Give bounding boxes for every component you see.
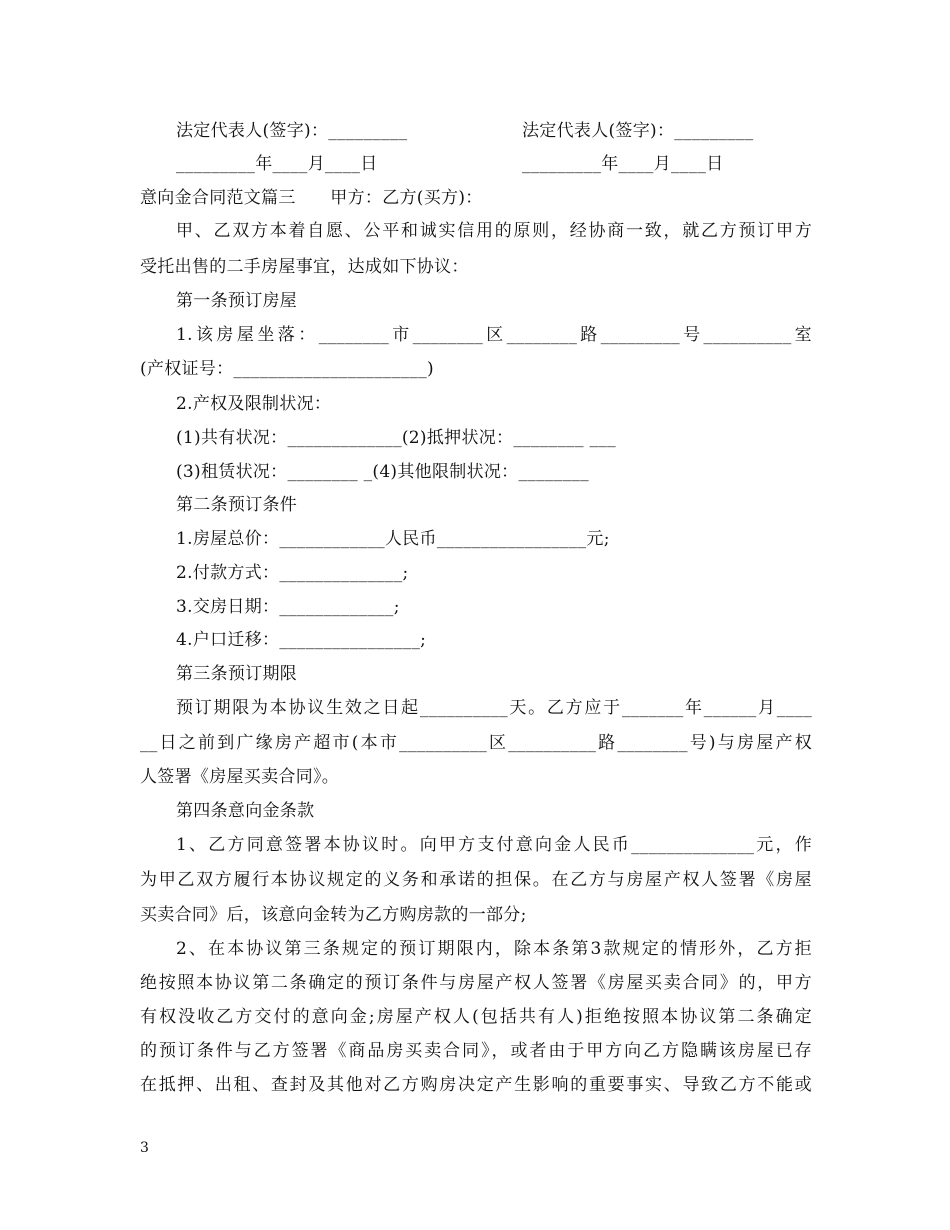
right-date-line: _________年____月____日	[522, 154, 724, 174]
paragraph-line: 2.付款方式：______________;	[176, 563, 409, 583]
page-number: 3	[140, 1140, 149, 1156]
paragraph-line: 有权没收乙方交付的意向金;房屋产权人(包括共有人)拒绝按照本协议第二条确定	[140, 1007, 812, 1027]
paragraph-line: 的预订条件与乙方签署《商品房买卖合同》，或者由于甲方向乙方隐瞒该房屋已存	[140, 1041, 812, 1061]
right-signature-line: 法定代表人(签字)：_________	[522, 121, 754, 141]
paragraph-line: (3)租赁状况：________ _(4)其他限制状况：________	[176, 462, 589, 482]
clause-title: 第二条预订条件	[176, 495, 298, 515]
paragraph-line: (产权证号：______________________)	[140, 359, 434, 379]
paragraph-line: 2.产权及限制状况：	[176, 394, 332, 414]
paragraph-line: 3.交房日期：_____________;	[176, 597, 400, 617]
paragraph-line: 为甲乙双方履行本协议规定的义务和承诺的担保。在乙方与房屋产权人签署《房屋	[140, 870, 812, 890]
paragraph-line: 甲、乙双方本着自愿、公平和诚实信用的原则，经协商一致，就乙方预订甲方	[176, 221, 812, 241]
left-date-line: _________年____月____日	[176, 154, 378, 174]
paragraph-line: 受托出售的二手房屋事宜，达成如下协议：	[140, 257, 469, 277]
paragraph-line: __日之前到广缘房产超市(本市__________区__________路________号)与房屋产权	[140, 733, 812, 753]
paragraph-line: 1.该房屋坐落：________市________区________路_________号__________室	[176, 325, 812, 345]
section-heading: 意向金合同范文篇三 甲方：乙方(买方)：	[140, 188, 483, 208]
clause-title: 第三条预订期限	[176, 664, 298, 684]
paragraph-line: 绝按照本协议第二条确定的预订条件与房屋产权人签署《房屋买卖合同》的，甲方	[140, 973, 812, 993]
paragraph-line: 1.房屋总价：____________人民币_________________元;	[176, 529, 610, 549]
paragraph-line: 在抵押、出租、查封及其他对乙方购房决定产生影响的重要事实、导致乙方不能或	[140, 1075, 812, 1095]
paragraph-line: 人签署《房屋买卖合同》。	[140, 767, 340, 787]
paragraph-line: 4.户口迁移：________________;	[176, 630, 427, 650]
paragraph-line: 1、乙方同意签署本协议时。向甲方支付意向金人民币______________元，作	[176, 835, 812, 855]
clause-title: 第四条意向金条款	[176, 801, 315, 821]
paragraph-line: 预订期限为本协议生效之日起__________天。乙方应于_______年______月____	[176, 698, 812, 718]
paragraph-line: 2、在本协议第三条规定的预订期限内，除本条第3款规定的情形外，乙方拒	[176, 939, 812, 959]
paragraph-line: 买卖合同》后，该意向金转为乙方购房款的一部分;	[140, 905, 527, 925]
left-signature-line: 法定代表人(签字)：_________	[176, 121, 408, 141]
paragraph-line: (1)共有状况：_____________(2)抵押状况：________ ___	[176, 428, 616, 448]
clause-title: 第一条预订房屋	[176, 291, 298, 311]
